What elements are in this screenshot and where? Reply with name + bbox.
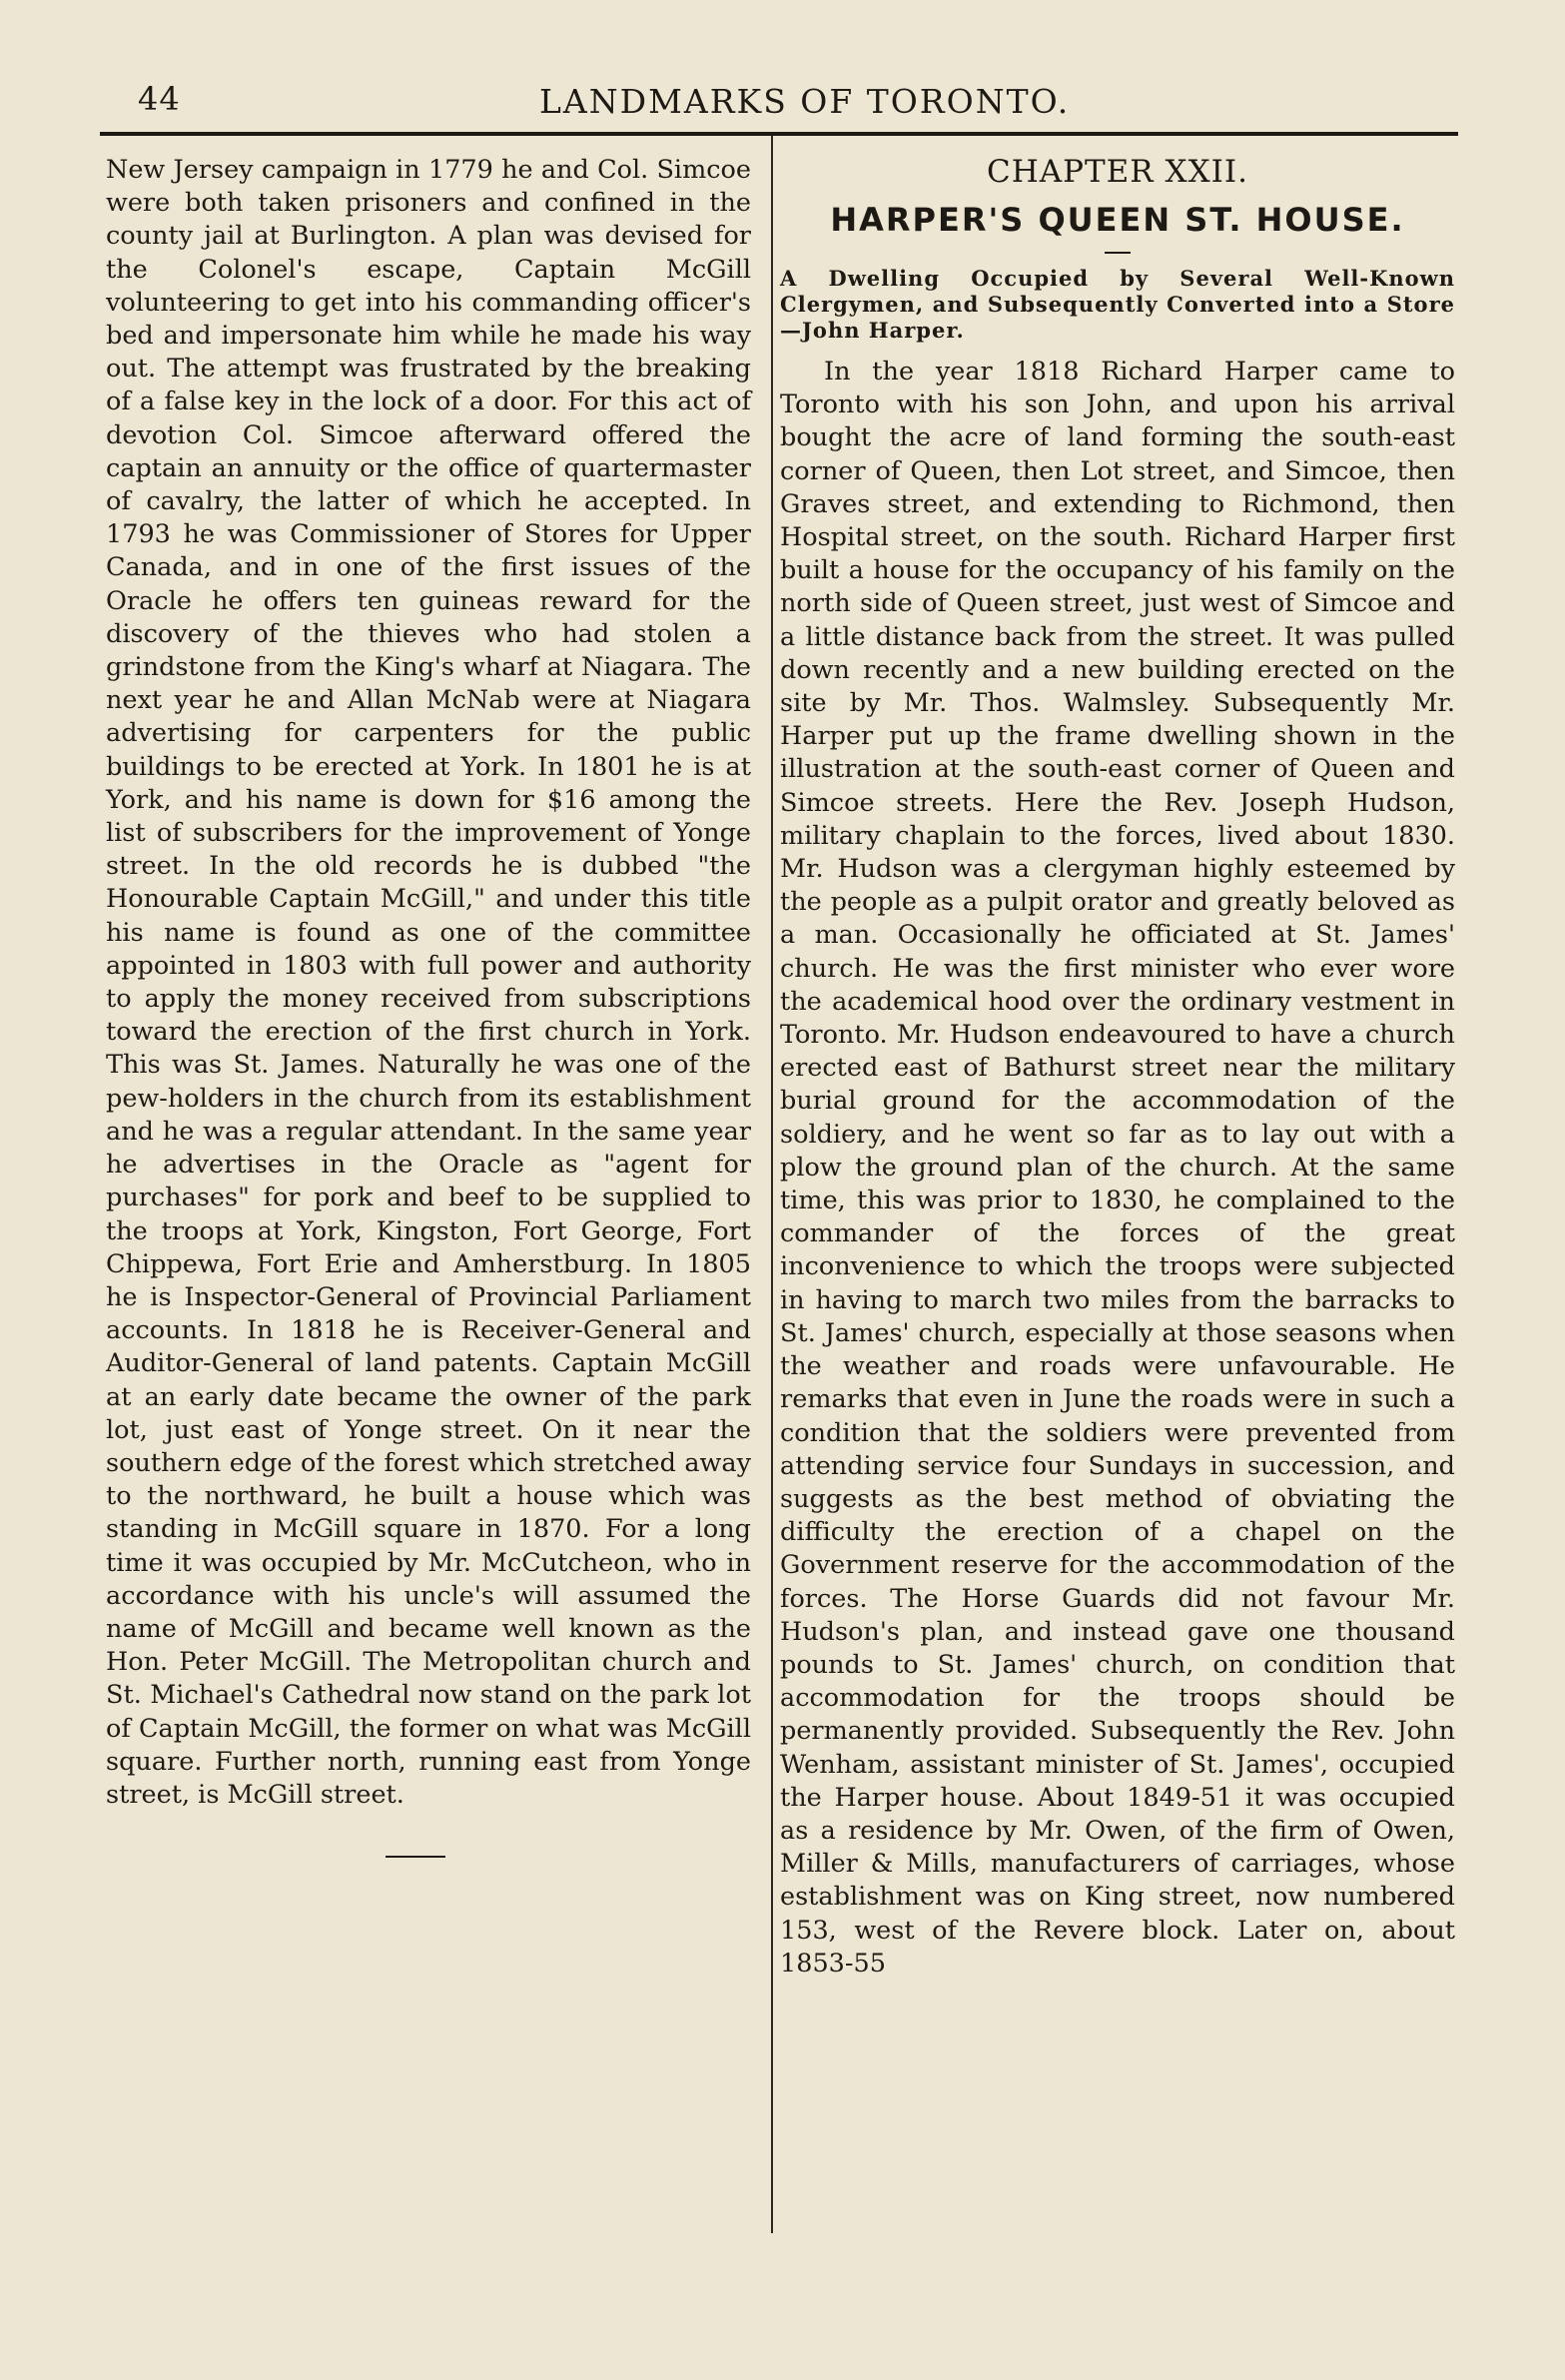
left-column <box>106 154 751 1858</box>
chapter-title: HARPER'S QUEEN ST. HOUSE. <box>830 201 1405 239</box>
chapter-number: CHAPTER XXII. <box>987 154 1248 190</box>
chapter-title-rule <box>1105 252 1131 254</box>
column-divider <box>771 136 773 2233</box>
page-number: 44 <box>138 80 181 118</box>
left-column-paragraph: New Jersey campaign in 1779 he and Col. Simcoe were both taken prisoners and confined in the county jail at Burlington. A plan was devised for the Colonel's escape, Captain McGill volunteering to get into his commanding officer's bed and impersonate him while he made his way out. The attempt was frustrated by the breaking of a false key in the lock of a door. For this act of devotion Col. Simcoe afterward offered the captain an annuity or the office of quartermaster of cavalry, the latter of which he accepted. In 1793 he was Commissioner of Stores for Upper Canada, and in one of the first issues of the Oracle he offers ten guineas reward for the discovery of the thieves who had stolen a grindstone from the King's wharf at Niagara. The next year he and Allan McNab were at Niagara advertising for carpenters for the public buildings to be erected at York. In 1801 he is at York, and his name is down for $16 among the list of subscribers for the improvement of Yonge street. In the old records he is dubbed "the Honourable Captain McGill," and under this title his name is found as one of the committee appointed in 1803 with full power and authority to apply the money received from subscriptions toward the erection of the first church in York. This was St. James. Naturally he was one of the pew-holders in the church from its establishment and he was a regular attendant. In the same year he advertises in the Oracle as "agent for purchases" for pork and beef to be supplied to the troops at York, Kingston, Fort George, Fort Chippewa, Fort Erie and Amherstburg. In 1805 he is Inspector-General of Provincial Parliament accounts. In 1818 he is Receiver-General and Auditor-General of land patents. Captain McGill at an early date became the owner of the park lot, just east of Yonge street. On it near the southern edge of the forest which stretched away to the northward, he built a house which was standing in McGill square in 1870. For a long time it was occupied by Mr. McCutcheon, who in accordance with his uncle's will assumed the name of McGill and became well known as the Hon. Peter McGill. The Metropolitan church and St. Michael's Cathedral now stand on the park lot of Captain McGill, the former on what was McGill square. Further north, running east from Yonge street, is McGill street. <box>106 155 751 1810</box>
chapter-subtitle: A Dwelling Occupied by Several Well-Known Clergymen, and Subsequently Converted into a Store—John Harper. <box>780 266 1455 343</box>
right-column <box>780 154 1455 1981</box>
right-column-paragraph: In the year 1818 Richard Harper came to Toronto with his son John, and upon his arrival bought the acre of land forming the south-east corner of Queen, then Lot street, and Simcoe, then Graves street, and extending to Richmond, then Hospital street, on the south. Richard Harper first built a house for the occupancy of his family on the north side of Queen street, just west of Simcoe and a little distance back from the street. It was pulled down recently and a new building erected on the site by Mr. Thos. Walmsley. Subsequently Mr. Harper put up the frame dwelling shown in the illustration at the south-east corner of Queen and Simcoe streets. Here the Rev. Joseph Hudson, military chaplain to the forces, lived about 1830. Mr. Hudson was a clergyman highly esteemed by the people as a pulpit orator and greatly beloved as a man. Occasionally he officiated at St. James' church. He was the first minister who ever wore the academical hood over the ordinary vestment in Toronto. Mr. Hudson endeavoured to have a church erected east of Bathurst street near the military burial ground for the accommodation of the soldiery, and he went so far as to lay out with a plow the ground plan of the church. At the same time, this was prior to 1830, he complained to the commander of the forces of the great inconvenience to which the troops were subjected in having to march two miles from the barracks to St. James' church, especially at those seasons when the weather and roads were unfavourable. He remarks that even in June the roads were in such a condition that the soldiers were prevented from attending service four Sundays in succession, and suggests as the best method of obviating the difficulty the erection of a chapel on the Government reserve for the accommodation of the forces. The Horse Guards did not favour Mr. Hudson's plan, and instead gave one thousand pounds to St. James' church, on condition that accommodation for the troops should be permanently provided. Subsequently the Rev. John Wenham, assistant minister of St. James', occupied the Harper house. About 1849-51 it was occupied as a residence by Mr. Owen, of the firm of Owen, Miller & Mills, manufacturers of carriages, whose establishment was on King street, now numbered 153, west of the Revere block. Later on, about 1853-55 <box>780 357 1455 1979</box>
section-end-rule <box>386 1856 445 1858</box>
header-rule <box>100 132 1458 136</box>
running-head-title: LANDMARKS OF TORONTO. <box>539 82 1071 121</box>
